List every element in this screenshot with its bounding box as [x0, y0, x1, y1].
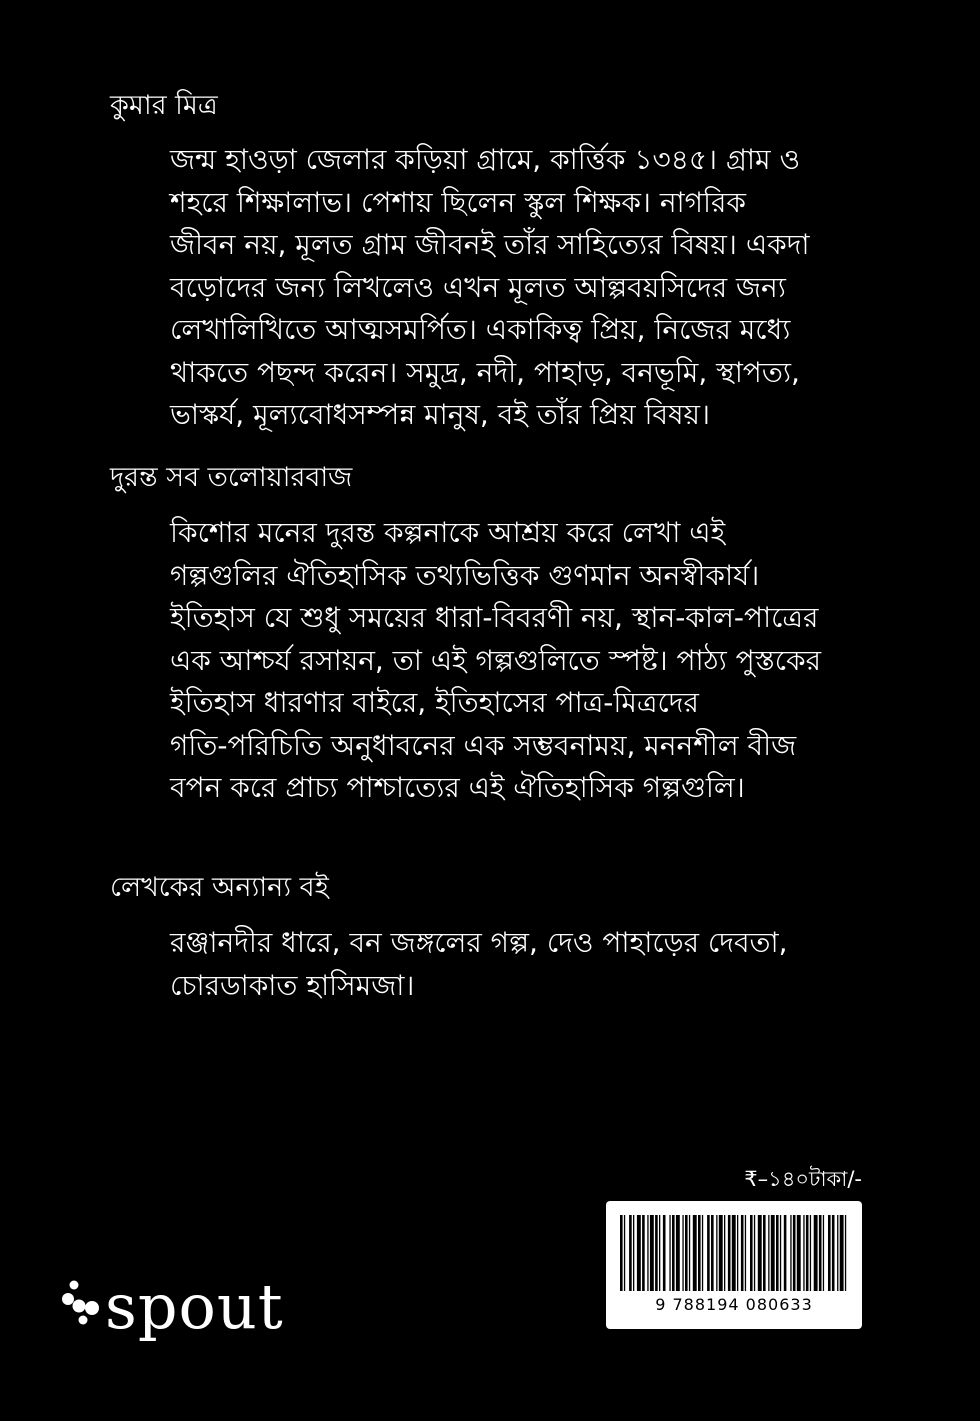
- author-bio-line: ভাস্কর্য, মূল্যবোধসম্পন্ন মানুষ, বই তাঁর প্রিয় বিষয়।: [170, 398, 711, 431]
- other-books-list: [170, 922, 788, 1007]
- author-bio-line: লেখালিখিতে আত্মসমর্পিত। একাকিত্ব প্রিয়, নিজের মধ্যে: [170, 313, 791, 346]
- author-bio-line: শহরে শিক্ষালাভ। পেশায় ছিলেন স্কুল শিক্ষক। নাগরিক: [170, 185, 747, 219]
- book-description-line: কিশোর মনের দুরন্ত কল্পনাকে আশ্রয় করে লেখা এই: [170, 516, 726, 549]
- book-description-line: গতি-পরিচিতি অনুধাবনের এক সম্ভবনাময়, মননশীল বীজ: [170, 728, 797, 762]
- book-description-line: ইতিহাস যে শুধু সময়ের ধারা-বিবরণী নয়, স্থান-কাল-পাত্রের: [170, 601, 819, 634]
- author-heading: কুমার মিত্র: [110, 90, 218, 121]
- barcode-bars: [618, 1215, 850, 1295]
- book-description-line: গল্পগুলির ঐতিহাসিক তথ্যভিত্তিক গুণমান অনস্বীকার্য।: [170, 558, 760, 592]
- book-description-line: ইতিহাস ধারণার বাইরে, ইতিহাসের পাত্র-মিত্রদের: [170, 686, 699, 719]
- book-description-line: এক আশ্চর্য রসায়ন, তা এই গল্পগুলিতে স্পষ্ট। পাঠ্য পুস্তকের: [170, 643, 822, 677]
- author-bio-line: জীবন নয়, মূলত গ্রাম জীবনই তাঁর সাহিত্যের বিষয়। একদা: [170, 228, 810, 261]
- publisher-logo: [50, 1272, 310, 1352]
- book-description-line: বপন করে প্রাচ্য পাশ্চাত্যের এই ঐতিহাসিক গল্পগুলি।: [170, 771, 745, 804]
- isbn-barcode: [606, 1201, 862, 1329]
- author-bio-line: বড়োদের জন্য লিখলেও এখন মূলত আল্পবয়সিদের জন্য: [170, 270, 786, 304]
- author-bio-line: জন্ম হাওড়া জেলার কড়িয়া গ্রামে, কার্ত্তিক ১৩৪৫। গ্রাম ও: [170, 143, 801, 176]
- author-bio-line: থাকতে পছন্দ করেন। সমুদ্র, নদী, পাহাড়, বনভূমি, স্থাপত্য,: [170, 355, 800, 389]
- publisher-wordmark: spout: [105, 1270, 284, 1343]
- logo-dots-icon: [50, 1272, 110, 1332]
- other-books-heading: লেখকের অন্যান্য বই: [110, 872, 329, 903]
- book-description: [170, 512, 821, 810]
- other-books-line: চোরডাকাত হাসিমজা।: [170, 968, 415, 1002]
- book-title-heading: দুরন্ত সব তলোয়ারবাজ: [110, 462, 353, 493]
- price-label: ₹–১৪০টাকা/-: [744, 1167, 862, 1191]
- author-bio: [170, 139, 810, 437]
- other-books-line: রঞ্জানদীর ধারে, বন জঙ্গলের গল্প, দেও পাহাড়ের দেবতা,: [170, 926, 788, 959]
- isbn-number: 9 788194 080633: [655, 1295, 813, 1314]
